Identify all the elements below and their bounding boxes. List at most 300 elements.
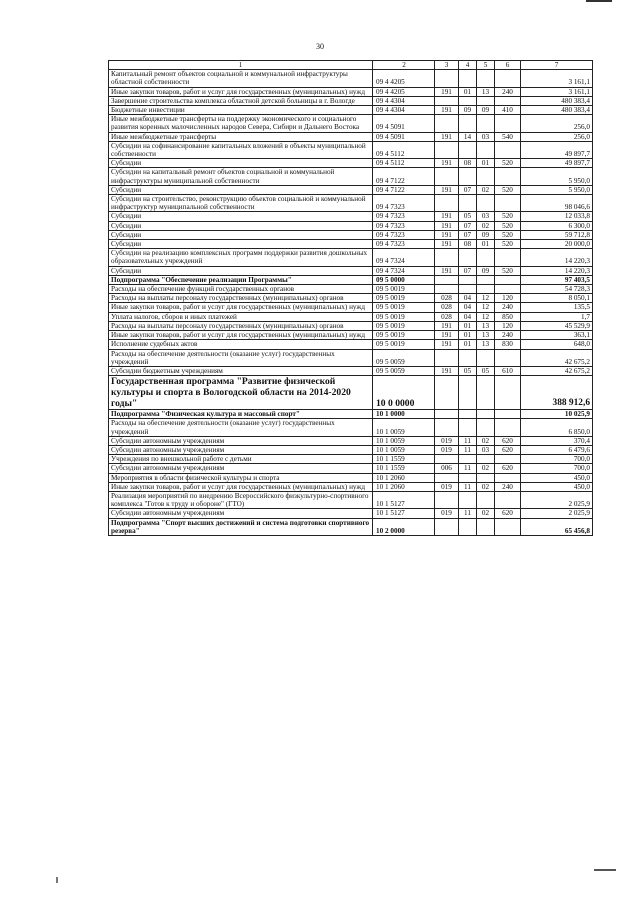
- row-col3: 028: [435, 312, 459, 321]
- table-row: [109, 518, 593, 535]
- row-col5: 13: [477, 321, 495, 330]
- row-col6: 520: [495, 266, 521, 275]
- row-code: 09 4 7323: [373, 221, 435, 230]
- row-code: 10 1 0059: [373, 419, 435, 436]
- row-col5: [477, 410, 495, 419]
- row-col6: [495, 419, 521, 436]
- row-code: 09 5 0019: [373, 285, 435, 294]
- row-col4: 07: [459, 230, 477, 239]
- row-col3: [435, 249, 459, 266]
- row-col5: 12: [477, 294, 495, 303]
- row-col4: [459, 195, 477, 212]
- row-col4: [459, 70, 477, 87]
- row-amount: 49 897,7: [521, 159, 593, 168]
- row-amount: 2 025,9: [521, 509, 593, 518]
- row-col4: [459, 275, 477, 284]
- row-code: 10 1 0059: [373, 445, 435, 454]
- row-col3: 019: [435, 482, 459, 491]
- row-name: Субсидии автономным учреждениям: [109, 464, 373, 473]
- row-col3: 191: [435, 185, 459, 194]
- row-amount: 59 712,8: [521, 230, 593, 239]
- row-col5: [477, 115, 495, 132]
- row-name: Расходы на выплаты персоналу государственных (муниципальных) органов: [109, 294, 373, 303]
- row-amount: 8 050,1: [521, 294, 593, 303]
- row-col5: 09: [477, 230, 495, 239]
- row-col3: 191: [435, 212, 459, 221]
- row-col6: 620: [495, 445, 521, 454]
- table-row: [109, 509, 593, 518]
- row-col5: 02: [477, 509, 495, 518]
- row-col6: 620: [495, 464, 521, 473]
- table-row: [109, 410, 593, 419]
- row-col3: [435, 473, 459, 482]
- row-code: 09 4 4304: [373, 106, 435, 115]
- row-col5: [477, 285, 495, 294]
- row-amount: 45 529,9: [521, 321, 593, 330]
- row-col3: 191: [435, 159, 459, 168]
- row-col3: [435, 115, 459, 132]
- row-col4: 05: [459, 212, 477, 221]
- row-col4: 04: [459, 312, 477, 321]
- table-row: [109, 312, 593, 321]
- row-name: Субсидии автономным учреждениям: [109, 445, 373, 454]
- table-row: [109, 491, 593, 508]
- row-col4: 07: [459, 185, 477, 194]
- row-name: Субсидии на реализацию комплексных программ поддержки развития дошкольных образовательных учреждений: [109, 249, 373, 266]
- row-amount: 363,1: [521, 331, 593, 340]
- header-cell: 3: [435, 61, 459, 70]
- table-row: [109, 195, 593, 212]
- row-code: 10 1 2060: [373, 473, 435, 482]
- row-col4: 08: [459, 240, 477, 249]
- row-amount: 65 456,8: [521, 518, 593, 535]
- row-code: 09 4 5112: [373, 159, 435, 168]
- row-name: Подпрограмма "Обеспечение реализации Программы": [109, 275, 373, 284]
- table-row: [109, 106, 593, 115]
- row-col3: 028: [435, 303, 459, 312]
- row-col4: 11: [459, 464, 477, 473]
- table-row: [109, 168, 593, 185]
- row-amount: 480 383,4: [521, 106, 593, 115]
- row-name: Субсидии: [109, 240, 373, 249]
- row-name: Субсидии: [109, 266, 373, 275]
- row-col3: [435, 410, 459, 419]
- row-name: Расходы на обеспечение функций государственных органов: [109, 285, 373, 294]
- row-col6: [495, 70, 521, 87]
- row-code: 09 4 4205: [373, 87, 435, 96]
- table-row: [109, 275, 593, 284]
- row-amount: 370,4: [521, 436, 593, 445]
- row-col6: 120: [495, 294, 521, 303]
- row-col4: 04: [459, 303, 477, 312]
- row-col5: 13: [477, 331, 495, 340]
- row-col5: 12: [477, 312, 495, 321]
- row-code: 10 1 5127: [373, 491, 435, 508]
- row-col4: [459, 141, 477, 158]
- row-col6: [495, 518, 521, 535]
- row-col6: [495, 195, 521, 212]
- row-name: Субсидии на строительство, реконструкцию объектов социальной и коммунальной инфраструктур муниципальной собственности: [109, 195, 373, 212]
- row-col6: 610: [495, 366, 521, 375]
- row-col5: 02: [477, 436, 495, 445]
- row-col6: [495, 376, 521, 410]
- row-col3: [435, 168, 459, 185]
- row-col6: 520: [495, 240, 521, 249]
- table-row: [109, 455, 593, 464]
- row-col3: 191: [435, 340, 459, 349]
- row-col5: 09: [477, 106, 495, 115]
- row-col4: 14: [459, 132, 477, 141]
- row-name: Субсидии автономным учреждениям: [109, 509, 373, 518]
- row-code: 09 5 0019: [373, 321, 435, 330]
- table-row: [109, 331, 593, 340]
- row-col5: [477, 275, 495, 284]
- row-name: Капитальный ремонт объектов социальной и коммунальной инфраструктуры областной собственности: [109, 70, 373, 87]
- row-amount: 3 161,1: [521, 87, 593, 96]
- header-cell: 7: [521, 61, 593, 70]
- row-col4: [459, 96, 477, 105]
- row-col6: 520: [495, 221, 521, 230]
- table-row: [109, 321, 593, 330]
- row-col6: 620: [495, 509, 521, 518]
- row-amount: 450,0: [521, 473, 593, 482]
- table-row: [109, 294, 593, 303]
- row-col3: [435, 419, 459, 436]
- row-col3: 191: [435, 366, 459, 375]
- row-amount: 256,0: [521, 132, 593, 141]
- row-col4: [459, 285, 477, 294]
- row-col5: [477, 195, 495, 212]
- row-col3: [435, 275, 459, 284]
- row-col5: [477, 455, 495, 464]
- row-col4: [459, 349, 477, 366]
- row-col6: [495, 168, 521, 185]
- row-name: Расходы на обеспечение деятельности (оказание услуг) государственных учреждений: [109, 349, 373, 366]
- row-name: Мероприятия в области физической культуры и спорта: [109, 473, 373, 482]
- row-code: 09 4 7323: [373, 212, 435, 221]
- row-col3: [435, 491, 459, 508]
- row-col6: 120: [495, 321, 521, 330]
- table-row: [109, 159, 593, 168]
- row-col5: 05: [477, 366, 495, 375]
- row-col4: 08: [459, 159, 477, 168]
- row-code: 10 1 5127: [373, 509, 435, 518]
- row-amount: 98 046,6: [521, 195, 593, 212]
- row-col4: 07: [459, 221, 477, 230]
- row-name: Субсидии на капитальный ремонт объектов социальной и коммунальной инфраструктуры муниципальной собственности: [109, 168, 373, 185]
- row-name: Расходы на выплаты персоналу государственных (муниципальных) органов: [109, 321, 373, 330]
- row-col3: 191: [435, 240, 459, 249]
- row-name: Учреждения по внешкольной работе с детьми: [109, 455, 373, 464]
- row-col4: 01: [459, 321, 477, 330]
- row-col5: 13: [477, 87, 495, 96]
- row-name: Иные закупки товаров, работ и услуг для государственных (муниципальных) нужд: [109, 482, 373, 491]
- row-col4: 01: [459, 340, 477, 349]
- row-amount: 20 000,0: [521, 240, 593, 249]
- row-col5: 09: [477, 266, 495, 275]
- row-name: Расходы на обеспечение деятельности (оказание услуг) государственных учреждений: [109, 419, 373, 436]
- scan-mark-bottom-right: [594, 869, 616, 871]
- row-name: Иные межбюджетные трансферты на поддержку экономического и социального развития коренных малочисленных народов Севера, Сибири и Дальнего Востока: [109, 115, 373, 132]
- row-col3: [435, 195, 459, 212]
- row-col3: 191: [435, 266, 459, 275]
- table-row: [109, 249, 593, 266]
- row-col4: [459, 168, 477, 185]
- row-name: Иные межбюджетные трансферты: [109, 132, 373, 141]
- row-col3: 019: [435, 436, 459, 445]
- row-code: 10 1 0059: [373, 436, 435, 445]
- row-code: 09 4 7122: [373, 168, 435, 185]
- row-name: Субсидии: [109, 221, 373, 230]
- row-amount: 700,0: [521, 455, 593, 464]
- row-amount: 10 025,9: [521, 410, 593, 419]
- table-row: [109, 464, 593, 473]
- row-col3: 191: [435, 331, 459, 340]
- table-row: [109, 285, 593, 294]
- table-row: [109, 349, 593, 366]
- row-col6: [495, 455, 521, 464]
- row-col3: [435, 349, 459, 366]
- row-amount: 5 950,0: [521, 185, 593, 194]
- row-col6: 410: [495, 106, 521, 115]
- row-col3: 191: [435, 87, 459, 96]
- row-col6: [495, 285, 521, 294]
- row-col6: 540: [495, 132, 521, 141]
- table-row: [109, 132, 593, 141]
- header-cell: 6: [495, 61, 521, 70]
- row-amount: 49 897,7: [521, 141, 593, 158]
- row-col4: 11: [459, 509, 477, 518]
- row-col5: [477, 473, 495, 482]
- table-row: [109, 240, 593, 249]
- row-amount: 14 220,3: [521, 266, 593, 275]
- row-col5: [477, 141, 495, 158]
- row-col6: 520: [495, 185, 521, 194]
- row-col6: 830: [495, 340, 521, 349]
- row-col5: 13: [477, 340, 495, 349]
- row-col6: [495, 410, 521, 419]
- row-col6: 520: [495, 212, 521, 221]
- row-col3: [435, 376, 459, 410]
- row-amount: 5 950,0: [521, 168, 593, 185]
- row-col4: 04: [459, 294, 477, 303]
- row-col6: 520: [495, 159, 521, 168]
- row-code: 10 1 2060: [373, 482, 435, 491]
- row-amount: 450,0: [521, 482, 593, 491]
- row-col6: [495, 491, 521, 508]
- row-name: Уплата налогов, сборов и иных платежей: [109, 312, 373, 321]
- row-code: 09 5 0019: [373, 312, 435, 321]
- row-col4: 11: [459, 482, 477, 491]
- row-col6: [495, 96, 521, 105]
- row-name: Субсидии бюджетным учреждениям: [109, 366, 373, 375]
- row-col4: [459, 455, 477, 464]
- row-col3: [435, 70, 459, 87]
- row-col6: 240: [495, 303, 521, 312]
- table-row: [109, 376, 593, 410]
- row-col3: [435, 141, 459, 158]
- budget-table: [108, 60, 593, 536]
- row-col4: [459, 491, 477, 508]
- row-name: Иные закупки товаров, работ и услуг для государственных (муниципальных) нужд: [109, 87, 373, 96]
- header-cell: 4: [459, 61, 477, 70]
- row-amount: 256,0: [521, 115, 593, 132]
- row-col3: 191: [435, 132, 459, 141]
- row-col3: 006: [435, 464, 459, 473]
- table-header-row: [109, 61, 593, 70]
- row-code: 09 5 0019: [373, 340, 435, 349]
- row-col4: [459, 518, 477, 535]
- table-row: [109, 303, 593, 312]
- row-col5: [477, 96, 495, 105]
- row-code: 09 4 5091: [373, 132, 435, 141]
- row-col6: [495, 115, 521, 132]
- row-col4: [459, 249, 477, 266]
- row-name: Субсидии: [109, 159, 373, 168]
- row-amount: 648,0: [521, 340, 593, 349]
- row-code: 09 4 4205: [373, 70, 435, 87]
- row-amount: 700,0: [521, 464, 593, 473]
- row-col3: 019: [435, 509, 459, 518]
- row-code: 09 4 7324: [373, 249, 435, 266]
- row-amount: 42 675,2: [521, 366, 593, 375]
- row-amount: 12 033,8: [521, 212, 593, 221]
- row-col5: [477, 376, 495, 410]
- row-col4: 11: [459, 445, 477, 454]
- table-row: [109, 419, 593, 436]
- row-amount: 97 403,5: [521, 275, 593, 284]
- table-row: [109, 115, 593, 132]
- row-amount: 6 300,0: [521, 221, 593, 230]
- row-col6: 620: [495, 436, 521, 445]
- row-name: Исполнение судебных актов: [109, 340, 373, 349]
- row-col4: [459, 376, 477, 410]
- row-col3: 191: [435, 106, 459, 115]
- row-amount: 6 850,0: [521, 419, 593, 436]
- row-col4: [459, 410, 477, 419]
- row-col5: 02: [477, 221, 495, 230]
- row-code: 09 4 4304: [373, 96, 435, 105]
- row-col5: [477, 349, 495, 366]
- row-code: 09 5 0019: [373, 331, 435, 340]
- row-col4: [459, 473, 477, 482]
- row-col5: 02: [477, 464, 495, 473]
- row-col3: 028: [435, 294, 459, 303]
- row-col5: 02: [477, 185, 495, 194]
- row-col5: [477, 70, 495, 87]
- row-name: Реализация мероприятий по внедрению Всероссийского физкультурно-спортивного комплекса "Готов к труду и обороне" (ГТО): [109, 491, 373, 508]
- table-row: [109, 473, 593, 482]
- row-code: 10 2 0000: [373, 518, 435, 535]
- table-row: [109, 366, 593, 375]
- row-col5: 01: [477, 159, 495, 168]
- row-amount: 14 220,3: [521, 249, 593, 266]
- row-amount: 135,5: [521, 303, 593, 312]
- row-code: 10 0 0000: [373, 376, 435, 410]
- row-code: 10 1 1559: [373, 455, 435, 464]
- row-col4: 05: [459, 366, 477, 375]
- row-col4: 01: [459, 87, 477, 96]
- row-amount: 6 479,6: [521, 445, 593, 454]
- row-col4: 07: [459, 266, 477, 275]
- row-code: 09 5 0059: [373, 366, 435, 375]
- row-col6: 240: [495, 87, 521, 96]
- row-name: Подпрограмма "Физическая культура и массовый спорт": [109, 410, 373, 419]
- row-col3: 019: [435, 445, 459, 454]
- row-name: Субсидии: [109, 212, 373, 221]
- row-code: 10 1 1559: [373, 464, 435, 473]
- row-col6: 240: [495, 331, 521, 340]
- header-cell: 1: [109, 61, 373, 70]
- row-col5: [477, 491, 495, 508]
- row-name: Завершение строительства комплекса областной детской больницы в г. Вологде: [109, 96, 373, 105]
- row-amount: 2 025,9: [521, 491, 593, 508]
- row-name: Субсидии на софинансирование капитальных вложений в объекты муниципальной собственности: [109, 141, 373, 158]
- row-name: Государственная программа "Развитие физической культуры и спорта в Вологодской области на 2014-2020 годы": [109, 376, 373, 410]
- row-code: 09 4 7324: [373, 266, 435, 275]
- table-row: [109, 436, 593, 445]
- row-name: Подпрограмма "Спорт высших достижений и система подготовки спортивного резерва": [109, 518, 373, 535]
- table-row: [109, 185, 593, 194]
- row-col6: [495, 141, 521, 158]
- row-col6: [495, 249, 521, 266]
- row-col4: 11: [459, 436, 477, 445]
- row-col3: [435, 285, 459, 294]
- row-col4: 01: [459, 331, 477, 340]
- table-row: [109, 230, 593, 239]
- row-name: Субсидии автономным учреждениям: [109, 436, 373, 445]
- row-code: 09 5 0019: [373, 303, 435, 312]
- row-col3: 191: [435, 221, 459, 230]
- row-code: 09 4 7323: [373, 195, 435, 212]
- row-col6: [495, 275, 521, 284]
- row-col5: 03: [477, 212, 495, 221]
- row-col6: [495, 473, 521, 482]
- table-row: [109, 340, 593, 349]
- row-amount: 42 675,2: [521, 349, 593, 366]
- row-amount: 480 383,4: [521, 96, 593, 105]
- table-row: [109, 141, 593, 158]
- row-col5: [477, 249, 495, 266]
- row-code: 09 5 0000: [373, 275, 435, 284]
- row-name: Иные закупки товаров, работ и услуг для государственных (муниципальных) нужд: [109, 331, 373, 340]
- row-name: Бюджетные инвестиции: [109, 106, 373, 115]
- row-col3: 191: [435, 321, 459, 330]
- page-number: 30: [316, 42, 324, 51]
- row-col3: [435, 518, 459, 535]
- row-code: 09 4 7323: [373, 240, 435, 249]
- row-col6: 850: [495, 312, 521, 321]
- row-col5: [477, 168, 495, 185]
- row-code: 09 4 5091: [373, 115, 435, 132]
- header-cell: 5: [477, 61, 495, 70]
- row-col3: 191: [435, 230, 459, 239]
- table-row: [109, 445, 593, 454]
- row-amount: 3 161,1: [521, 70, 593, 87]
- row-col5: 03: [477, 132, 495, 141]
- row-col4: [459, 419, 477, 436]
- row-code: 09 4 7122: [373, 185, 435, 194]
- row-col5: 03: [477, 445, 495, 454]
- row-amount: 388 912,6: [521, 376, 593, 410]
- table-row: [109, 87, 593, 96]
- row-amount: 1,7: [521, 312, 593, 321]
- row-name: Субсидии: [109, 230, 373, 239]
- row-col5: 02: [477, 482, 495, 491]
- row-code: 09 4 7323: [373, 230, 435, 239]
- table-row: [109, 482, 593, 491]
- row-col3: [435, 96, 459, 105]
